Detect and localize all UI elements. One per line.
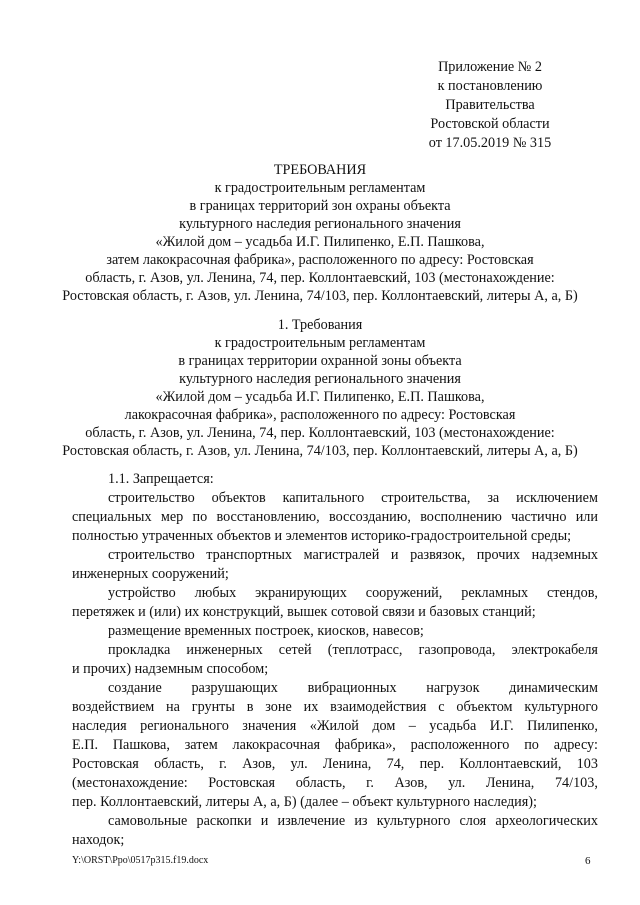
- body-line: Ростовская область, г. Азов, ул. Ленина, 74, пер. Коллонтаевский, 103: [72, 756, 598, 772]
- title-line: культурного наследия регионального значения: [179, 216, 461, 232]
- clause-heading: 1.1. Запрещается:: [108, 471, 214, 487]
- section-1-heading: [60, 316, 580, 460]
- title-line: «Жилой дом – усадьба И.Г. Пилипенко, Е.П. Пашкова,: [155, 234, 485, 250]
- body-line: находок;: [72, 832, 125, 848]
- body-line: полностью утраченных объектов и элементов историко-градостроительной среды;: [72, 528, 572, 544]
- section-line: лакокрасочная фабрика», расположенного по адресу: Ростовская: [124, 407, 516, 423]
- body-line: строительство транспортных магистралей и развязок, прочих надземных: [108, 547, 598, 563]
- body-line: перетяжек и (или) их конструкций, вышек сотовой связи и базовых станций;: [72, 604, 536, 620]
- body-line: самовольные раскопки и извлечение из культурного слоя археологических: [108, 813, 598, 829]
- section-line: «Жилой дом – усадьба И.Г. Пилипенко, Е.П. Пашкова,: [155, 389, 485, 405]
- body-line: строительство объектов капитального строительства, за исключением: [108, 490, 598, 506]
- title-line: Ростовская область, г. Азов, ул. Ленина, 74/103, пер. Коллонтаевский, литеры А, а, Б): [62, 288, 578, 304]
- appendix-line: Правительства: [445, 97, 535, 113]
- page-number: 6: [585, 855, 591, 867]
- body-text: [72, 470, 598, 850]
- body-line: прокладка инженерных сетей (теплотрасс, газопровода, электрокабеля: [108, 642, 598, 658]
- title-line: область, г. Азов, ул. Ленина, 74, пер. Коллонтаевский, 103 (местонахождение:: [85, 270, 555, 286]
- section-line: Ростовская область, г. Азов, ул. Ленина, 74/103, пер. Коллонтаевский, литеры А, а, Б): [62, 443, 578, 459]
- main-title: [60, 161, 580, 305]
- title-line: затем лакокрасочная фабрика», расположенного по адресу: Ростовская: [106, 252, 534, 268]
- body-line: инженерных сооружений;: [72, 566, 229, 582]
- section-line: к градостроительным регламентам: [214, 335, 426, 351]
- appendix-line: Приложение № 2: [438, 59, 542, 75]
- body-line: Е.П. Пашкова, затем лакокрасочная фабрика», расположенного по адресу:: [72, 737, 598, 753]
- title-line: в границах территорий зон охраны объекта: [189, 198, 451, 214]
- body-line: и прочих) надземным способом;: [72, 661, 269, 677]
- body-line: (местонахождение: Ростовская область, г. Азов, ул. Ленина, 74/103,: [72, 775, 598, 791]
- section-line: в границах территории охранной зоны объекта: [178, 353, 462, 369]
- title-line: ТРЕБОВАНИЯ: [273, 162, 367, 178]
- body-line: наследия регионального значения «Жилой дом – усадьба И.Г. Пилипенко,: [72, 718, 598, 734]
- section-line: культурного наследия регионального значения: [179, 371, 461, 387]
- body-line: устройство любых экранирующих сооружений, рекламных стендов,: [108, 585, 598, 601]
- footer-file-path: Y:\ORST\Ppo\0517p315.f19.docx: [72, 855, 209, 866]
- body-line: воздействием на грунты в зоне их взаимодействия с объектом культурного: [72, 699, 598, 715]
- body-line: размещение временных построек, киосков, навесов;: [108, 623, 424, 639]
- body-line: пер. Коллонтаевский, литеры А, а, Б) (далее – объект культурного наследия);: [72, 794, 537, 810]
- section-line: область, г. Азов, ул. Ленина, 74, пер. Коллонтаевский, 103 (местонахождение:: [85, 425, 555, 441]
- appendix-line: Ростовской области: [430, 116, 550, 132]
- body-line: специальных мер по восстановлению, воссозданию, восполнению частично или: [72, 509, 598, 525]
- section-line: 1. Требования: [277, 317, 363, 333]
- appendix-header: [400, 58, 580, 153]
- body-line: создание разрушающих вибрационных нагрузок динамическим: [108, 680, 598, 696]
- title-line: к градостроительным регламентам: [214, 180, 426, 196]
- appendix-line: к постановлению: [437, 78, 543, 94]
- appendix-line: от 17.05.2019 № 315: [428, 135, 552, 151]
